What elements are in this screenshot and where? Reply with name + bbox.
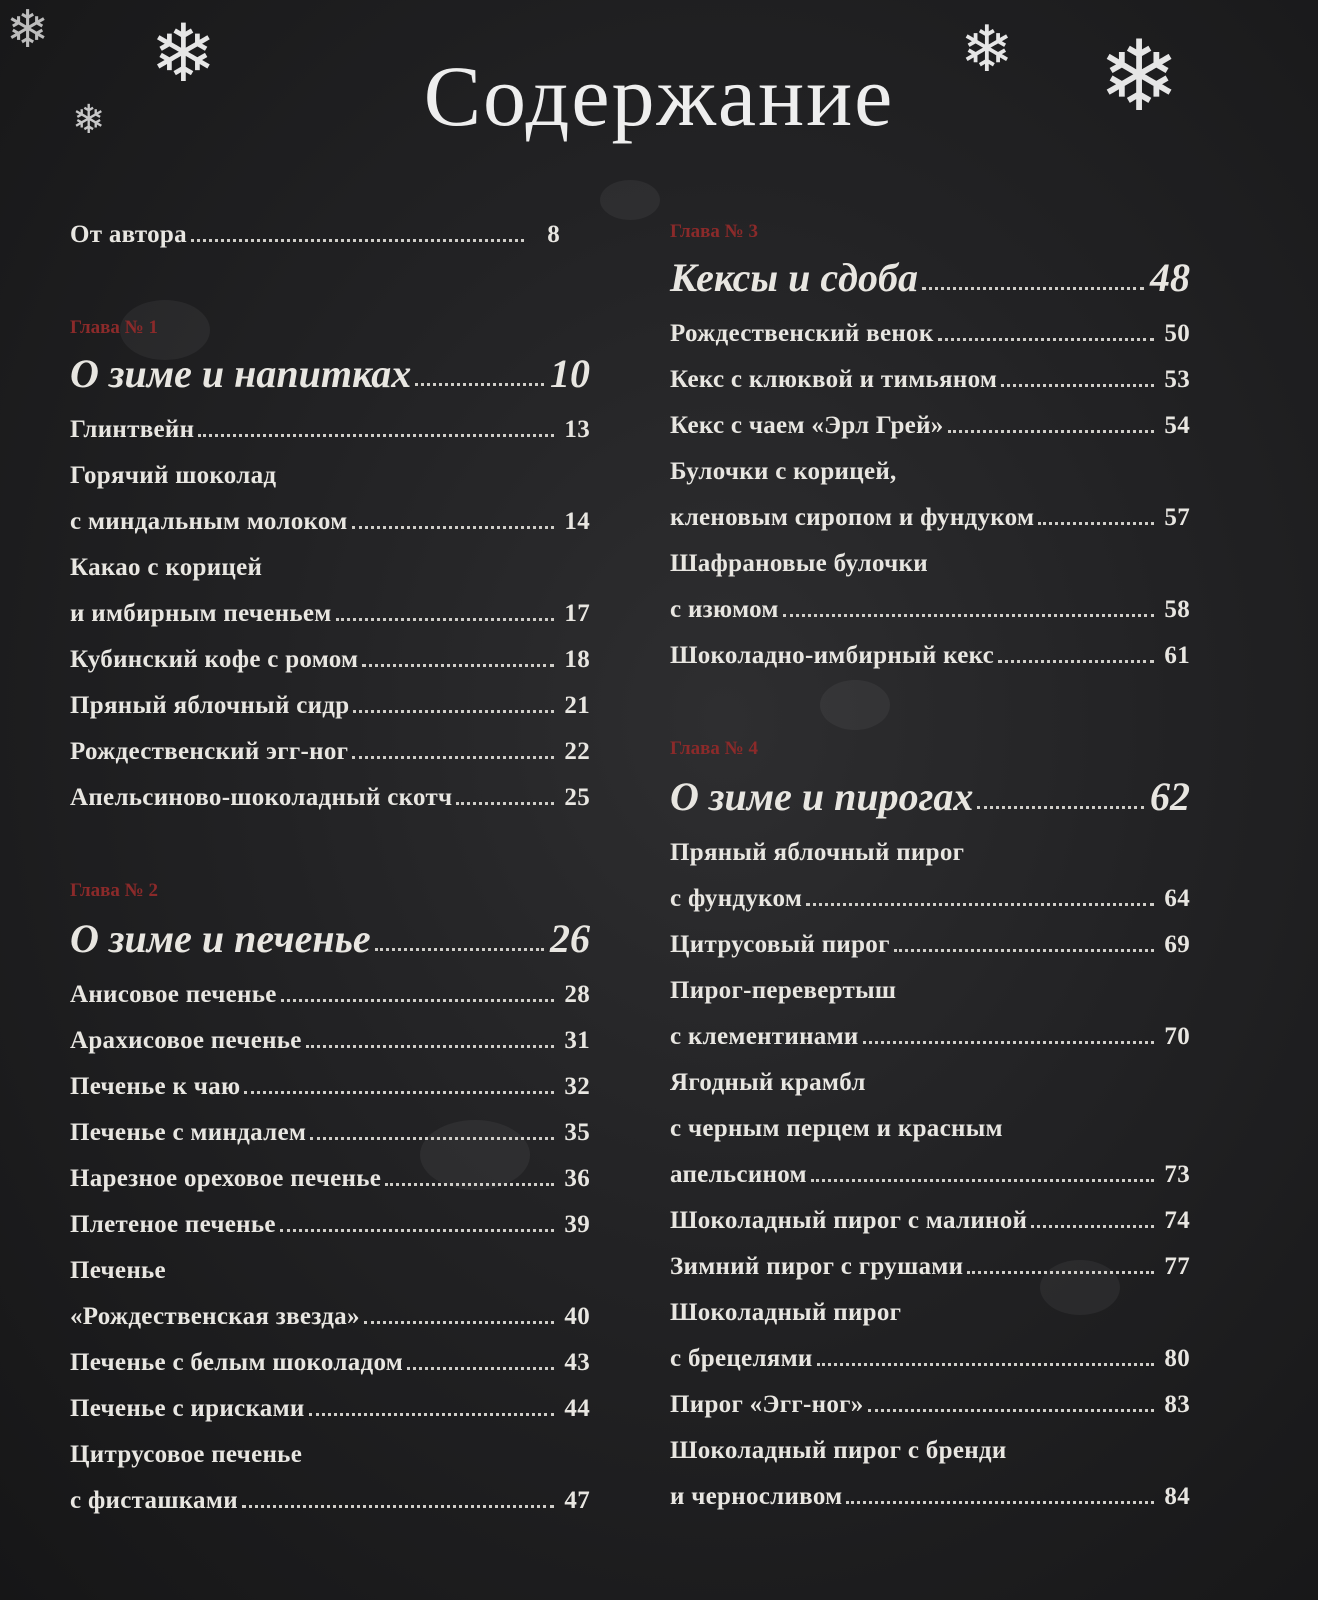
dot-leader [922,287,1144,290]
dot-leader [375,948,544,951]
toc-entry[interactable]: Рождественский венок 50 [670,320,1190,347]
toc-entry-line[interactable]: Ягодный крамбл [670,1069,866,1096]
chapter-page: 10 [550,351,590,396]
toc-entry[interactable]: и имбирным печеньем 17 [70,600,590,627]
toc-entry-line[interactable]: Шафрановые булочки [670,550,928,577]
chapter-title: О зиме и напитках [70,351,412,396]
dot-leader [364,1321,554,1324]
chapter-label: Глава № 2 [70,880,158,901]
chapter-heading[interactable] [670,251,1190,301]
dot-leader [977,806,1144,809]
dot-leader [1001,384,1154,387]
dot-leader [456,802,554,805]
dot-leader [385,1183,554,1186]
dot-leader [817,1363,1154,1366]
dot-leader [407,1367,554,1370]
toc-entry-line[interactable]: Печенье [70,1257,166,1284]
toc-entry-page: 8 [547,221,560,248]
dot-leader [1038,522,1154,525]
dot-leader [1031,1225,1154,1228]
toc-entry[interactable]: Анисовое печенье 28 [70,981,590,1008]
dot-leader [894,949,1154,952]
dot-leader [242,1505,554,1508]
dot-leader [948,430,1154,433]
toc-entry-line[interactable]: Цитрусовое печенье [70,1441,303,1468]
toc-entry[interactable]: Пирог «Эгг-ног» 83 [670,1391,1190,1418]
toc-entry[interactable] [70,215,560,249]
chapter-label: Глава № 4 [670,738,758,759]
dot-leader [846,1501,1154,1504]
toc-entry[interactable]: Печенье с ирисками 44 [70,1395,590,1422]
toc-entry[interactable]: Печенье с миндалем 35 [70,1119,590,1146]
toc-entry-line[interactable]: Пирог-перевертыш [670,977,897,1004]
snowflake-icon: ❄ [960,13,1014,87]
toc-entry-line[interactable]: Шоколадный пирог с бренди [670,1437,1007,1464]
chapter-heading[interactable] [70,347,590,397]
toc-entry[interactable]: Кекс с клюквой и тимьяном 53 [670,366,1190,393]
dot-leader [281,999,554,1002]
dot-leader [352,526,554,529]
chapter-heading[interactable] [670,770,1190,820]
chapter-label: Глава № 1 [70,317,158,338]
toc-entry[interactable]: Шоколадный пирог с малиной 74 [670,1207,1190,1234]
toc-entry[interactable]: и черносливом 84 [670,1483,1190,1510]
toc-entry[interactable]: с фисташками 47 [70,1487,590,1514]
dot-leader [806,903,1154,906]
dot-leader [191,239,524,242]
dot-leader [938,338,1154,341]
toc-entry-line[interactable]: Горячий шоколад [70,462,277,489]
chapter-heading[interactable] [70,912,590,962]
toc-entry-line[interactable]: Пряный яблочный пирог [670,839,965,866]
toc-entry[interactable]: Нарезное ореховое печенье 36 [70,1165,590,1192]
toc-entry[interactable]: Печенье с белым шоколадом 43 [70,1349,590,1376]
toc-entry[interactable]: с брецелями 80 [670,1345,1190,1372]
toc-entry[interactable]: Глинтвейн 13 [70,416,590,443]
toc-entry-line[interactable]: с черным перцем и красным [670,1115,1003,1142]
toc-entry[interactable]: Печенье к чаю 32 [70,1073,590,1100]
dot-leader [309,1413,554,1416]
toc-entry[interactable]: Плетеное печенье 39 [70,1211,590,1238]
chapter-title: О зиме и пирогах [670,774,974,819]
toc-entry[interactable]: кленовым сиропом и фундуком 57 [670,504,1190,531]
chapter-page: 26 [550,916,590,961]
snowflake-icon: ❄ [6,0,50,60]
toc-entry-title: От автора [70,221,187,248]
toc-entry[interactable]: Пряный яблочный сидр 21 [70,692,590,719]
toc-entry[interactable]: Кекс с чаем «Эрл Грей» 54 [670,412,1190,439]
toc-entry[interactable]: Зимний пирог с грушами 77 [670,1253,1190,1280]
dot-leader [415,383,544,386]
dot-leader [310,1137,554,1140]
chapter-title: Кексы и сдоба [670,255,918,300]
background-speck [600,180,660,220]
dot-leader [280,1229,554,1232]
toc-entry[interactable]: с миндальным молоком 14 [70,508,590,535]
page-title: Содержание [423,48,895,144]
dot-leader [362,664,554,667]
toc-entry[interactable]: с фундуком 64 [670,885,1190,912]
toc-entry[interactable]: Шоколадно-имбирный кекс 61 [670,642,1190,669]
chapter-label: Глава № 3 [670,221,758,242]
toc-entry[interactable]: апельсином 73 [670,1161,1190,1188]
background-speck [820,680,890,730]
dot-leader [868,1409,1154,1412]
toc-entry[interactable]: с клементинами 70 [670,1023,1190,1050]
toc-entry-line[interactable]: Шоколадный пирог [670,1299,902,1326]
dot-leader [244,1091,554,1094]
snowflake-icon: ❄ [150,7,218,100]
dot-leader [863,1041,1154,1044]
toc-entry[interactable]: Рождественский эгг-ног 22 [70,738,590,765]
toc-entry[interactable]: Апельсиново-шоколадный скотч 25 [70,784,590,811]
toc-entry[interactable]: Кубинский кофе с ромом 18 [70,646,590,673]
dot-leader [352,756,554,759]
toc-entry-line[interactable]: Булочки с корицей, [670,458,897,485]
dot-leader [198,434,554,437]
dot-leader [336,618,554,621]
toc-entry[interactable]: Цитрусовый пирог 69 [670,931,1190,958]
toc-entry[interactable]: с изюмом 58 [670,596,1190,623]
toc-entry[interactable]: Арахисовое печенье 31 [70,1027,590,1054]
chapter-title: О зиме и печенье [70,916,371,961]
snowflake-icon: ❄ [72,97,106,143]
toc-entry[interactable]: «Рождественская звезда» 40 [70,1303,590,1330]
dot-leader [998,660,1154,663]
dot-leader [811,1179,1154,1182]
dot-leader [306,1045,554,1048]
chapter-page: 62 [1150,774,1190,819]
chapter-page: 48 [1150,255,1190,300]
dot-leader [783,614,1154,617]
toc-entry-line[interactable]: Какао с корицей [70,554,263,581]
dot-leader [353,710,554,713]
snowflake-icon: ❄ [1098,20,1181,134]
dot-leader [967,1271,1154,1274]
